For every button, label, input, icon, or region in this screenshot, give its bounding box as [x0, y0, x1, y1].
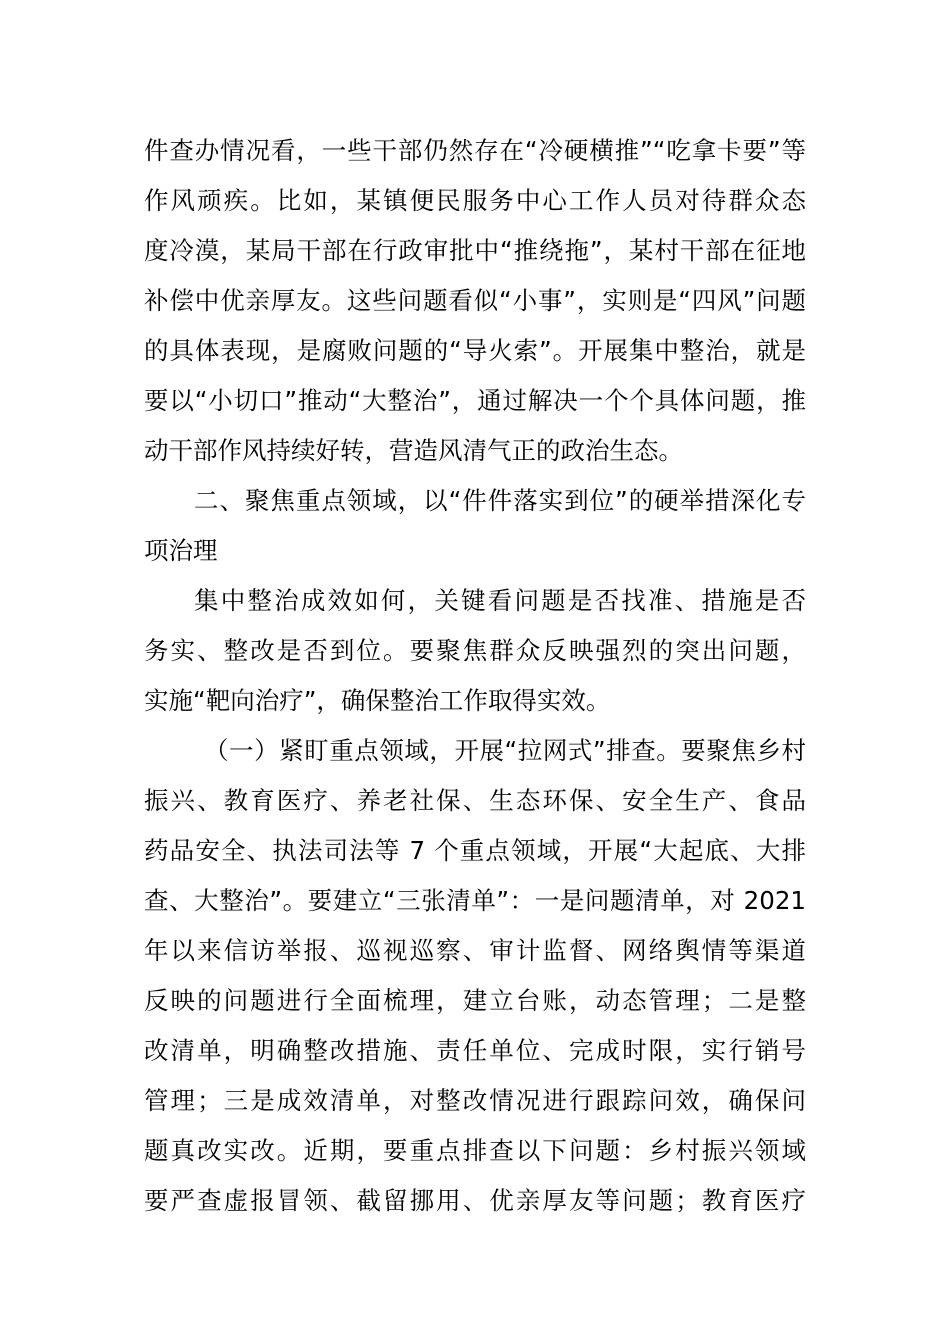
text-line: 要以“小切口”推动“大整治”，通过解决一个个具体问题，推: [144, 386, 806, 415]
section-heading: 二、聚焦重点领域，以“件件落实到位”的硬举措深化专: [194, 486, 806, 515]
text-line: 集中整治成效如何，关键看问题是否找准、措施是否: [194, 586, 806, 615]
text-line: 管理；三是成效清单，对整改情况进行跟踪问效，确保问: [144, 1086, 806, 1115]
text-line: 实施“靶向治疗”，确保整治工作取得实效。: [144, 686, 611, 715]
text-line: 的具体表现，是腐败问题的“导火索”。开展集中整治，就是: [144, 336, 806, 365]
text-line: 年以来信访举报、巡视巡察、审计监督、网络舆情等渠道: [144, 936, 806, 965]
text-line: 查、大整治”。要建立“三张清单”：一是问题清单，对 2021: [144, 886, 806, 915]
text-line: 题真改实改。近期，要重点排查以下问题：乡村振兴领域: [144, 1136, 806, 1165]
text-line: 作风顽疾。比如，某镇便民服务中心工作人员对待群众态: [144, 186, 806, 215]
text-line: 改清单，明确整改措施、责任单位、完成时限，实行销号: [144, 1036, 806, 1065]
text-line: 务实、整改是否到位。要聚焦群众反映强烈的突出问题，: [144, 636, 806, 665]
text-line: 动干部作风持续好转，营造风清气正的政治生态。: [144, 436, 683, 465]
text-line: 振兴、教育医疗、养老社保、生态环保、安全生产、食品: [144, 786, 806, 815]
text-line: 度冷漠，某局干部在行政审批中“推绕拖”，某村干部在征地: [144, 236, 806, 265]
subsection-heading: （一）紧盯重点领域，开展“拉网式”排查。要聚焦乡村: [204, 736, 806, 765]
text-line: 要严查虚报冒领、截留挪用、优亲厚友等问题；教育医疗: [144, 1186, 806, 1215]
text-line: 药品安全、执法司法等 7 个重点领域，开展“大起底、大排: [144, 836, 806, 865]
text-line: 件查办情况看，一些干部仍然存在“冷硬横推”“吃拿卡要”等: [144, 136, 806, 165]
section-heading-continuation: 项治理: [144, 536, 218, 565]
text-line: 反映的问题进行全面梳理，建立台账，动态管理；二是整: [144, 986, 806, 1015]
text-line: 补偿中优亲厚友。这些问题看似“小事”，实则是“四风”问题: [144, 286, 806, 315]
